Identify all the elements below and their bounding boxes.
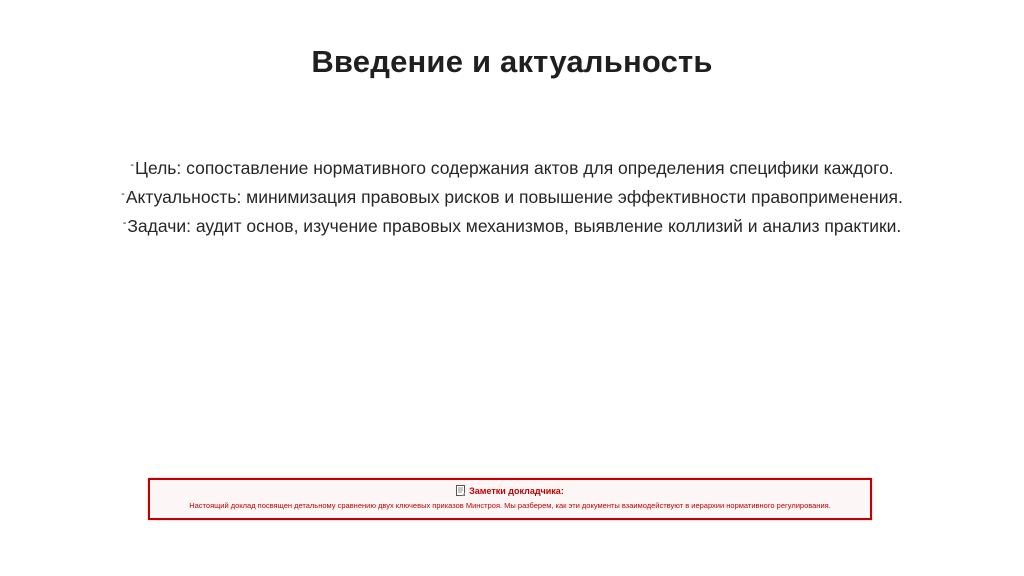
memo-icon (456, 485, 465, 496)
bullet-text: Цель: сопоставление нормативного содержания актов для определения специфики каждого. (135, 158, 894, 178)
speaker-notes-header (456, 485, 564, 497)
bullet-marker: - (122, 217, 127, 229)
bullet-marker: - (130, 159, 134, 171)
bullet-text: Актуальность: минимизация правовых рисков и повышение эффективности правоприменения. (125, 187, 903, 207)
bullet-text: Задачи: аудит основ, изучение правовых механизмов, выявление коллизий и анализ практики. (127, 216, 902, 236)
bullet-list (0, 152, 1024, 239)
bullet-item-relevance (0, 181, 1024, 210)
bullet-item-goal (0, 152, 1024, 181)
speaker-notes-text: Настоящий доклад посвящен детальному сравнению двух ключевых приказов Минстроя. Мы разберем, как эти документы взаимодействуют в иерархии нормативного регулирования. (189, 501, 831, 510)
speaker-notes-label: Заметки докладчика: (469, 485, 564, 496)
bullet-marker: - (121, 188, 125, 200)
slide-title: Введение и актуальность (311, 44, 713, 79)
bullet-item-tasks (0, 210, 1024, 239)
speaker-notes-box (148, 478, 872, 520)
